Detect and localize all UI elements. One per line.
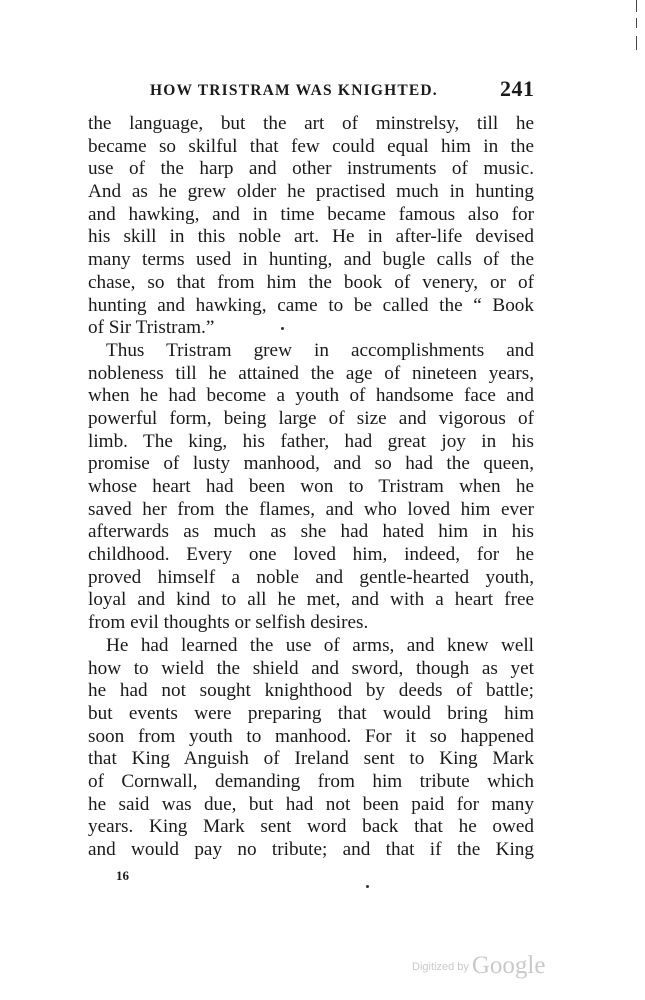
text-line: when he had become a youth of handsome face and — [88, 385, 534, 407]
text-line: proved himself a noble and gentle-hearted youth, — [88, 566, 534, 588]
text-line: but events were preparing that would bring him — [88, 702, 534, 724]
stray-ink-dot — [281, 327, 284, 330]
text-line: chase, so that from him the book of venery, or of — [88, 271, 534, 293]
signature-mark: 16 — [116, 868, 129, 883]
page-edge-marks — [636, 0, 640, 60]
text-line: use of the harp and other instruments of music. — [88, 158, 534, 180]
text-line: childhood. Every one loved him, indeed, for he — [88, 544, 534, 566]
text-line: his skill in this noble art. He in after-life devised — [88, 226, 534, 248]
text-line: how to wield the shield and sword, though as yet — [88, 657, 534, 679]
text-line: became so skilful that few could equal him in the — [88, 135, 534, 157]
text-line: limb. The king, his father, had great joy in his — [88, 430, 534, 452]
running-title: HOW TRISTRAM WAS KNIGHTED. — [150, 82, 438, 99]
text-line: and hawking, and in time became famous also for — [88, 203, 534, 225]
body-text — [88, 113, 534, 862]
text-line: afterwards as much as she had hated him in his — [88, 521, 534, 543]
text-line: he said was due, but had not been paid for many — [88, 793, 534, 815]
text-line: many terms used in hunting, and bugle calls of the — [88, 249, 534, 271]
text-line: nobleness till he attained the age of nineteen years, — [88, 362, 534, 384]
text-line: of Sir Tristram.” — [88, 317, 215, 339]
stray-ink-dot — [366, 885, 369, 888]
digitized-by-google-watermark — [412, 952, 545, 980]
text-line: And as he grew older he practised much in hunting — [88, 181, 534, 203]
text-line: whose heart had been won to Tristram when he — [88, 476, 534, 497]
text-line: the language, but the art of minstrelsy, till he — [88, 113, 534, 134]
watermark-brand: Google — [471, 952, 546, 979]
text-line: He had learned the use of arms, and knew well — [106, 634, 534, 656]
text-line: from evil thoughts or selfish desires. — [88, 612, 369, 634]
text-line: years. King Mark sent word back that he owed — [88, 816, 534, 838]
text-line: that King Anguish of Ireland sent to King Mark — [88, 748, 534, 770]
text-line: promise of lusty manhood, and so had the queen, — [88, 453, 534, 475]
text-line: soon from youth to manhood. For it so happened — [88, 725, 534, 747]
text-line: and would pay no tribute; and that if the King — [88, 839, 534, 860]
watermark-prefix: Digitized by — [412, 961, 469, 973]
text-line: hunting and hawking, came to be called the “ Book — [88, 294, 534, 316]
text-line: of Cornwall, demanding from him tribute which — [88, 770, 534, 792]
text-line: saved her from the flames, and who loved him ever — [88, 498, 534, 520]
text-line: loyal and kind to all he met, and with a heart free — [88, 589, 534, 611]
text-line: he had not sought knighthood by deeds of battle; — [88, 680, 534, 702]
text-line: powerful form, being large of size and vigorous of — [88, 407, 534, 429]
text-line: Thus Tristram grew in accomplishments and — [106, 339, 534, 361]
page-number: 241 — [500, 76, 535, 101]
